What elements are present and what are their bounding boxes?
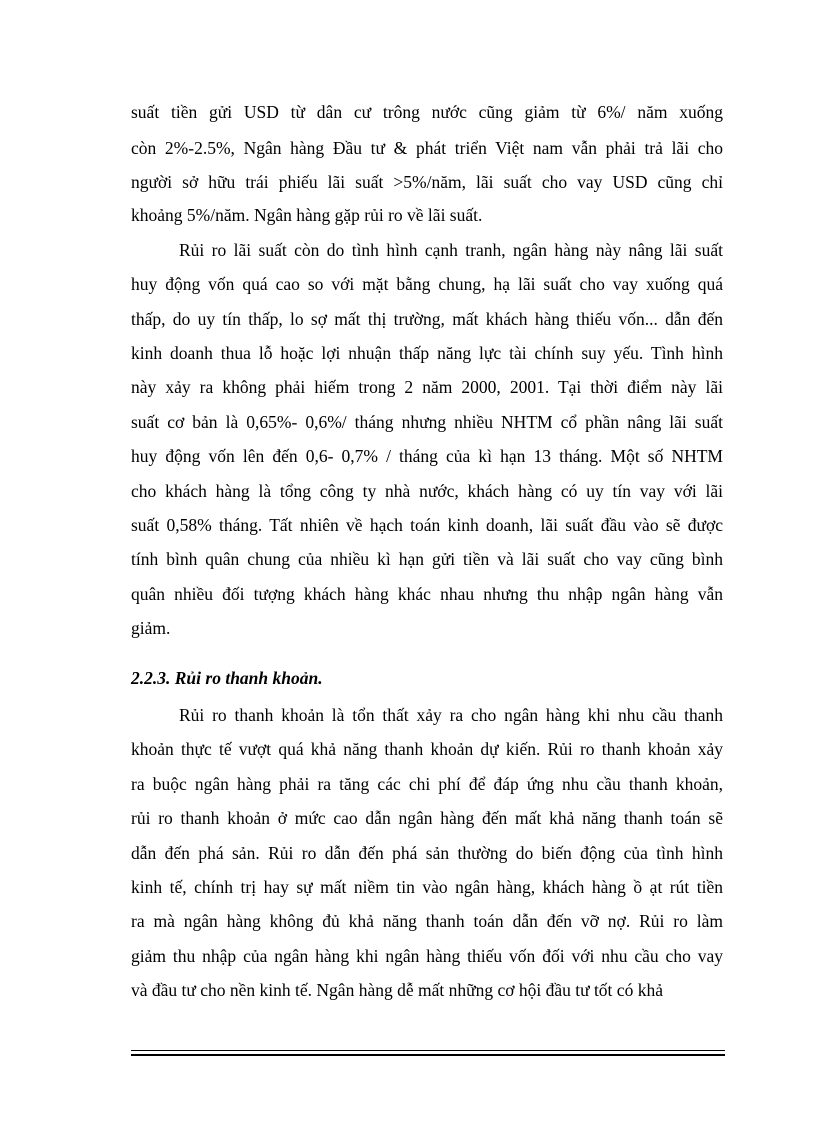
paragraph-3-line-1: Rủi ro thanh khoản là tổn thất xảy ra cho ngân hàng khi nhu cầu thanh: [179, 705, 723, 725]
paragraph-1-line-2: còn 2%-2.5%, Ngân hàng Đầu tư & phát triển Việt nam vẫn phải trả lãi cho: [131, 138, 723, 158]
paragraph-2-line-8: cho khách hàng là tổng công ty nhà nước, khách hàng có uy tín vay với lãi: [131, 481, 723, 501]
paragraph-1-line-1: suất tiền gửi USD từ dân cư trông nước cũng giảm từ 6%/ năm xuống: [131, 102, 723, 122]
paragraph-2-line-2: huy động vốn quá cao so với mặt bằng chung, hạ lãi suất cho vay xuống quá: [131, 274, 723, 294]
paragraph-3-line-6: kinh tế, chính trị hay sự mất niềm tin vào ngân hàng, khách hàng ồ ạt rút tiền: [131, 877, 723, 897]
paragraph-3-line-7: ra mà ngân hàng không đủ khả năng thanh toán dẫn đến vỡ nợ. Rủi ro làm: [131, 911, 723, 931]
paragraph-2-line-10: tính bình quân chung của nhiều kì hạn gửi tiền và lãi suất cho vay cũng bình: [131, 549, 723, 569]
paragraph-2-line-1: Rủi ro lãi suất còn do tình hình cạnh tranh, ngân hàng này nâng lãi suất: [179, 240, 723, 260]
paragraph-3-line-3: ra buộc ngân hàng phải ra tăng các chi phí để đáp ứng nhu cầu thanh khoản,: [131, 774, 723, 794]
paragraph-2-line-7: huy động vốn lên đến 0,6- 0,7% / tháng của kì hạn 13 tháng. Một số NHTM: [131, 446, 723, 466]
paragraph-1-line-4: khoảng 5%/năm. Ngân hàng gặp rủi ro về lãi suất.: [131, 205, 483, 225]
paragraph-3-line-4: rủi ro thanh khoản ở mức cao dẫn ngân hàng đến mất khả năng thanh toán sẽ: [131, 808, 723, 828]
paragraph-2-line-5: này xảy ra không phải hiếm trong 2 năm 2000, 2001. Tại thời điểm này lãi: [131, 377, 723, 397]
footer-rule-thin: [131, 1050, 725, 1051]
paragraph-2-line-11: quân nhiều đối tượng khách hàng khác nhau nhưng thu nhập ngân hàng vẫn: [131, 584, 723, 604]
footer-rule-thick: [131, 1054, 725, 1056]
paragraph-2-line-12: giảm.: [131, 618, 171, 638]
paragraph-3-line-8: giảm thu nhập của ngân hàng khi ngân hàng thiếu vốn đối với nhu cầu cho vay: [131, 946, 723, 966]
paragraph-3-line-9: và đầu tư cho nền kinh tế. Ngân hàng dễ mất những cơ hội đầu tư tốt có khả: [131, 980, 663, 1000]
paragraph-2-line-9: suất 0,58% tháng. Tất nhiên về hạch toán kinh doanh, lãi suất đầu vào sẽ được: [131, 515, 723, 535]
paragraph-1-line-3: người sở hữu trái phiếu lãi suất >5%/năm, lãi suất cho vay USD cũng chỉ: [131, 172, 723, 192]
paragraph-3-line-5: dẫn đến phá sản. Rủi ro dẫn đến phá sản thường do biến động của tình hình: [131, 843, 723, 863]
section-heading: 2.2.3. Rủi ro thanh khoản.: [131, 668, 323, 688]
paragraph-2-line-4: kinh doanh thua lỗ hoặc lợi nhuận thấp năng lực tài chính suy yếu. Tình hình: [131, 343, 723, 363]
paragraph-2-line-6: suất cơ bản là 0,65%- 0,6%/ tháng nhưng nhiều NHTM cổ phần nâng lãi suất: [131, 412, 723, 432]
paragraph-3-line-2: khoản thực tế vượt quá khả năng thanh khoản dự kiến. Rủi ro thanh khoản xảy: [131, 739, 723, 759]
paragraph-2-line-3: thấp, do uy tín thấp, lo sợ mất thị trường, mất khách hàng thiếu vốn... dẫn đến: [131, 309, 723, 329]
